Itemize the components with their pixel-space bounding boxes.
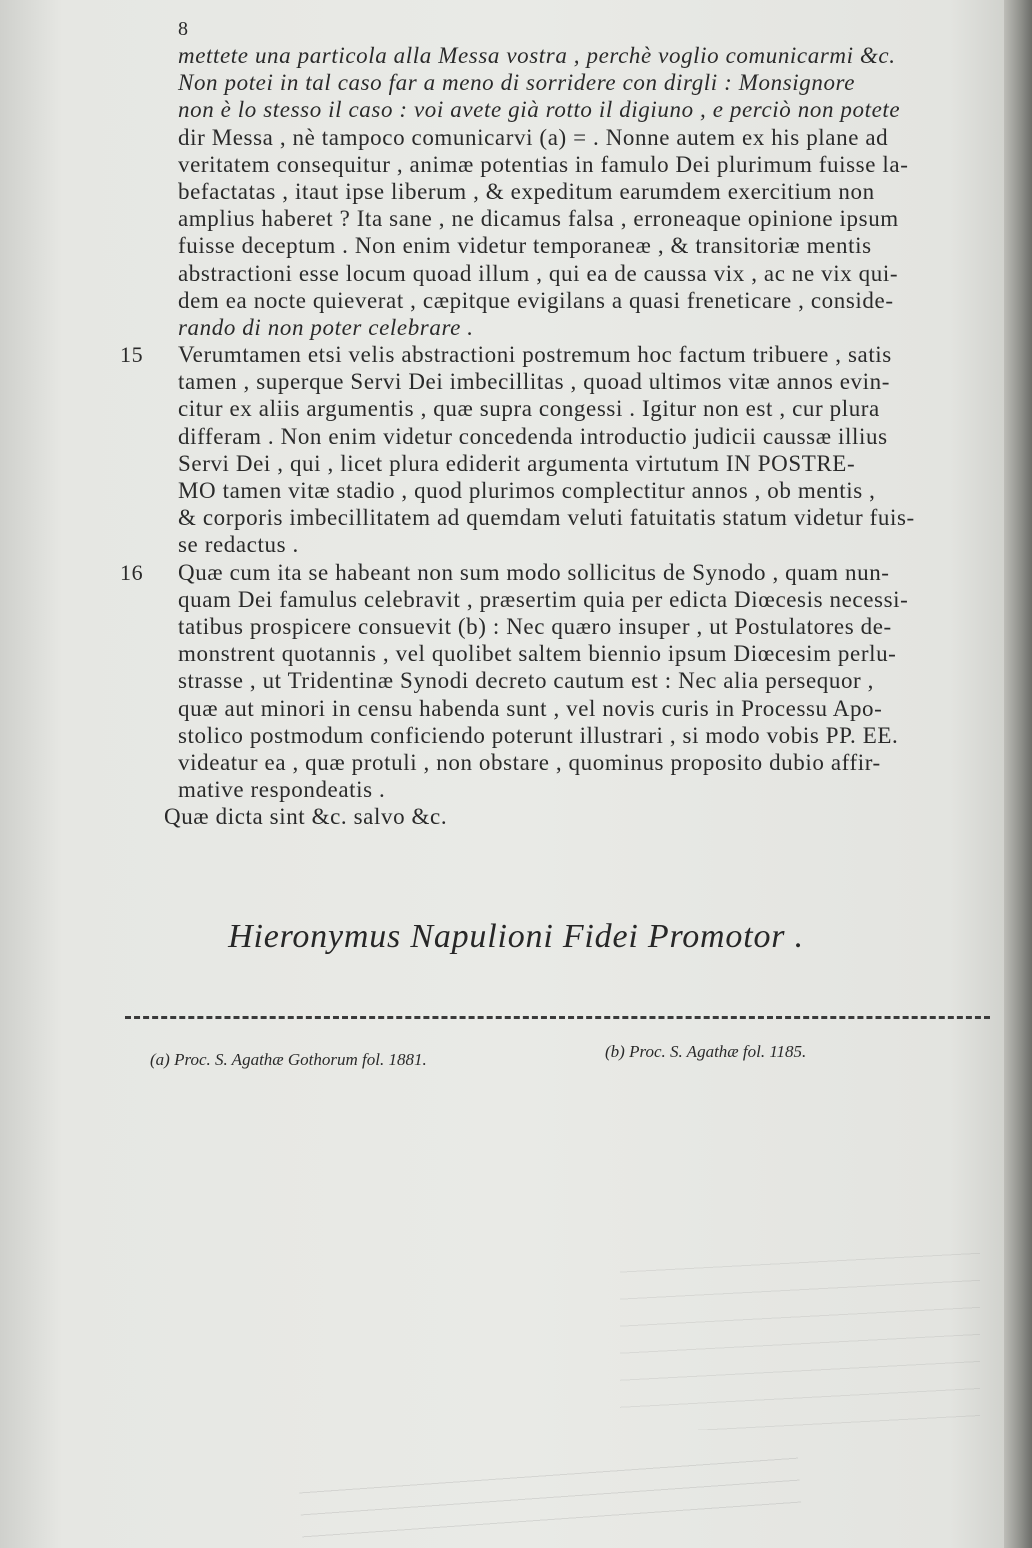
line-text: stolico postmodum conficiendo poterunt illustrari , si modo vobis PP. EE.	[178, 722, 899, 748]
text-line	[150, 260, 990, 287]
bleed-through-text	[298, 1443, 802, 1548]
text-line	[150, 613, 990, 640]
line-text: se redactus .	[178, 532, 299, 558]
line-text: Non potei in tal caso far a meno di sorridere con dirgli : Monsignore	[178, 70, 856, 96]
line-text: befactatas , itaut ipse liberum , & expeditum earumdem exercitium non	[178, 178, 875, 204]
line-text: rando di non poter celebrare .	[178, 314, 474, 340]
text-line	[150, 722, 990, 749]
line-text: veritatem consequitur , animæ potentias in famulo Dei plurimum fuisse la-	[178, 151, 909, 177]
text-line	[150, 803, 990, 830]
text-line	[150, 205, 990, 232]
signature: Hieronymus Napulioni Fidei Promotor .	[228, 918, 804, 955]
text-line	[150, 42, 990, 69]
text-line	[150, 504, 990, 531]
paragraph-number: 16	[120, 559, 144, 585]
page-edge-shadow	[1004, 0, 1032, 1548]
line-text: Verumtamen etsi velis abstractioni postremum hoc factum tribuere , satis	[178, 342, 892, 368]
text-line	[150, 749, 990, 776]
text-line	[150, 96, 990, 123]
line-text: non è lo stesso il caso : voi avete già rotto il digiuno , e perciò non potete	[178, 97, 901, 123]
line-text: dem ea nocte quieverat , cæpitque evigilans a quasi freneticare , conside-	[178, 287, 894, 313]
text-line	[150, 586, 990, 613]
text-line	[150, 69, 990, 96]
line-text: differam . Non enim videtur concedenda introductio judicii caussæ illius	[178, 423, 888, 449]
line-text: quæ aut minori in censu habenda sunt , vel novis curis in Processu Apo-	[178, 695, 883, 721]
text-line	[150, 423, 990, 450]
text-line	[150, 314, 990, 341]
text-line	[150, 667, 990, 694]
text-line	[150, 640, 990, 667]
text-line	[150, 178, 990, 205]
line-text: dir Messa , nè tampoco comunicarvi (a) = . Nonne autem ex his plane ad	[178, 124, 889, 150]
footnote-rule	[125, 1016, 990, 1019]
line-text: Quæ cum ita se habeant non sum modo sollicitus de Synodo , quam nun-	[178, 559, 890, 585]
line-text: abstractioni esse locum quoad illum , qui ea de caussa vix , ac ne vix qui-	[178, 260, 899, 286]
bleed-through-text	[620, 1250, 980, 1430]
line-text: strasse , ut Tridentinæ Synodi decreto cautum est : Nec alia persequor ,	[178, 668, 875, 694]
text-line	[150, 477, 990, 504]
line-text: Servi Dei , qui , licet plura ediderit argumenta virtutum IN POSTRE-	[178, 450, 856, 476]
line-text: amplius haberet ? Ita sane , ne dicamus falsa , erroneaque opinione ipsum	[178, 206, 899, 232]
line-text: Quæ dicta sint &c. salvo &c.	[164, 804, 448, 830]
line-text: tatibus prospicere consuevit (b) : Nec quæro insuper , ut Postulatores de-	[178, 613, 892, 639]
text-line	[150, 695, 990, 722]
footnote-a: (a) Proc. S. Agathæ Gothorum fol. 1881.	[150, 1050, 427, 1069]
line-text: mettete una particola alla Messa vostra , perchè voglio comunicarmi &c.	[178, 43, 896, 68]
text-line	[120, 559, 990, 586]
line-text: citur ex aliis argumentis , quæ supra congessi . Igitur non est , cur plura	[178, 396, 880, 422]
line-text: quam Dei famulus celebravit , præsertim quia per edicta Diœcesis necessi-	[178, 586, 909, 612]
line-text: monstrent quotannis , vel quolibet saltem biennio ipsum Diœcesim perlu-	[178, 641, 897, 667]
line-text: videatur ea , quæ protuli , non obstare , quominus proposito dubio affir-	[178, 749, 881, 775]
text-line	[150, 232, 990, 259]
text-line	[150, 395, 990, 422]
line-text: & corporis imbecillitatem ad quemdam veluti fatuitatis statum videtur fuis-	[178, 505, 915, 531]
text-line	[150, 776, 990, 803]
body-text	[120, 42, 990, 830]
footnote-b: (b) Proc. S. Agathæ fol. 1185.	[605, 1042, 807, 1061]
text-line	[150, 151, 990, 178]
page-number: 8	[178, 18, 188, 40]
line-text: mative respondeatis .	[178, 777, 386, 803]
paragraph-number: 15	[120, 342, 144, 368]
text-line	[150, 124, 990, 151]
text-line	[120, 341, 990, 368]
text-line	[150, 531, 990, 558]
text-line	[150, 287, 990, 314]
line-text: tamen , superque Servi Dei imbecillitas , quoad ultimos vitæ annos evin-	[178, 369, 890, 395]
text-line	[150, 368, 990, 395]
line-text: MO tamen vitæ stadio , quod plurimos complectitur annos , ob mentis ,	[178, 478, 876, 503]
text-line	[150, 450, 990, 477]
line-text: fuisse deceptum . Non enim videtur temporaneæ , & transitoriæ mentis	[178, 233, 872, 259]
